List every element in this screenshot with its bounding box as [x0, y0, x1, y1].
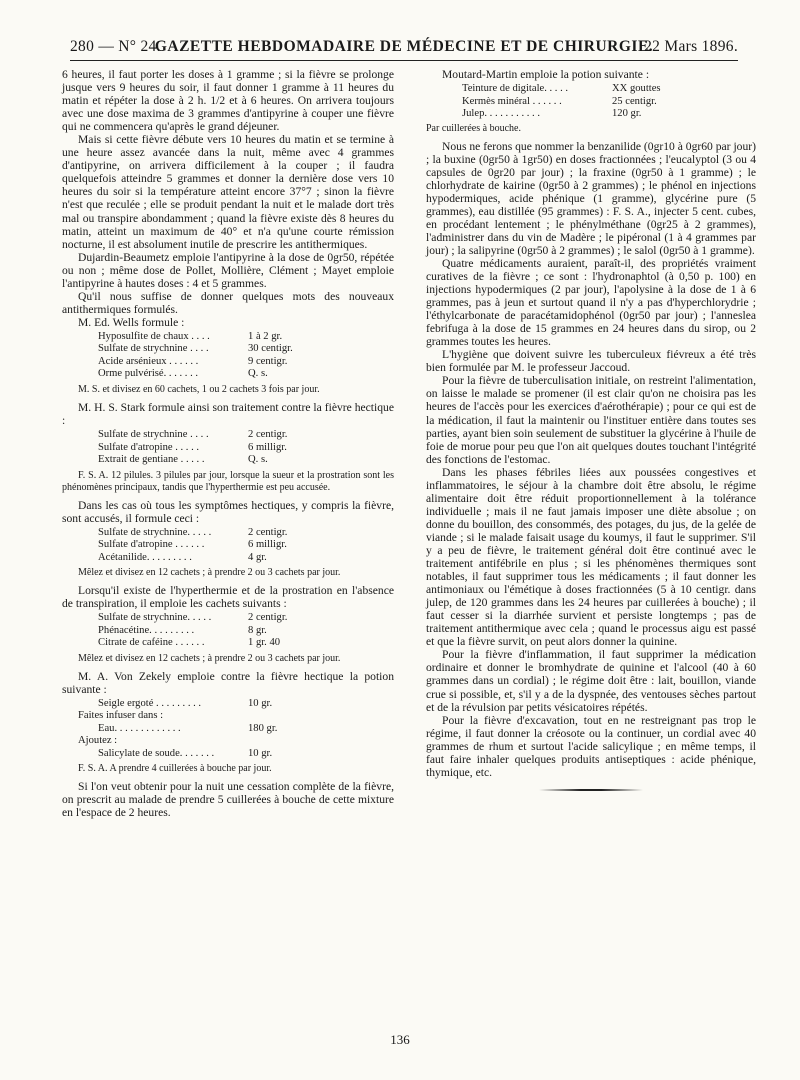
- ingredient: Kermès minéral . . . . . .: [462, 95, 562, 107]
- prescription-note: Par cuillerées à bouche.: [426, 122, 521, 134]
- journal-title: GAZETTE HEBDOMADAIRE DE MÉDECINE ET DE CHIRURGIE.: [154, 38, 654, 55]
- prescription-instruction: Faites infuser dans :: [78, 710, 164, 722]
- paragraph: Si l'on veut obtenir pour la nuit une cessation complète de la fièvre, on prescrit au malade de prendre 5 cuillerées à bouche de cette mixture en l'espace de 2 heures.: [62, 780, 394, 820]
- paragraph: Dans les phases fébriles liées aux poussées congestives et inflammatoires, le séjour à la chambre doit être absolu, le régime alimentaire doit être réduit proportionnellement à la tolérance individuelle ; mais il ne faut jamais imposer une diète absolue ; on donne du bouillon, des consommés, des potages, du jus, de la gelée de viande ; si le malade faisait usage du koumys, il faut le supprimer. S'il y a peu de fièvre, le traitement général doit être continué avec le traitement antifébrile en plus ; si les phénomènes thermiques sont notables, il faut supprimer tous les médicaments ; il faut donner les antimoniaux ou l'émétique à doses fractionnées (5 à 10 centigr. dans julep, de 120 grammes dans les 24 heures par cuillerées à bouche) ; il faut cesser si la diarrhée survient et persiste longtemps ; pas de traitement antithermique avec cela ; quand le processus aigu est passé et que la fièvre survit, on peut alors donner la quinine.: [426, 465, 756, 649]
- prescription-list: [98, 331, 394, 381]
- ingredient: Acétanilide. . . . . . . . .: [98, 551, 192, 563]
- paragraph: L'hygiène que doivent suivre les tuberculeux fiévreux a été très bien formulée par M. le professeur Jaccoud.: [426, 348, 756, 375]
- quantity: 2 centigr.: [248, 612, 288, 624]
- paragraph: M. Ed. Wells formule :: [78, 315, 185, 329]
- prescription-note: M. S. et divisez en 60 cachets, 1 ou 2 cachets 3 fois par jour.: [78, 383, 320, 395]
- prescription-note: Mêlez et divisez en 12 cachets ; à prendre 2 ou 3 cachets par jour.: [78, 567, 341, 579]
- prescription-list: [462, 83, 756, 121]
- quantity: 180 gr.: [248, 722, 278, 734]
- ingredient: Salicylate de soude. . . . . . .: [98, 747, 215, 759]
- quantity: 10 gr.: [248, 747, 273, 759]
- prescription-list: [98, 527, 394, 565]
- prescription-instruction: Ajoutez :: [78, 735, 118, 747]
- prescription-list: [98, 612, 394, 650]
- prescription-row: [98, 552, 394, 565]
- ingredient: Phénacétine. . . . . . . . .: [98, 624, 195, 636]
- running-header: [70, 36, 738, 61]
- paragraph: Moutard-Martin emploie la potion suivante :: [442, 68, 650, 81]
- paragraph: M. A. Von Zekely emploie contre la fièvre hectique la potion suivante :: [62, 669, 394, 696]
- quantity: 10 gr.: [248, 697, 273, 709]
- ingredient: Sulfate d'atropine . . . . .: [98, 441, 200, 453]
- prescription-row: [98, 637, 394, 650]
- ingredient: Citrate de caféine . . . . . .: [98, 637, 205, 649]
- issue-date: 22 Mars 1896.: [644, 38, 738, 55]
- paragraph: Pour la fièvre d'excavation, tout en ne restreignant pas trop le régime, il faut donner la créosote ou la continuer, un cordial avec 40 grammes de rhum et surtout l'acide salicylique ; en même temps, il faut faire inhaler quelques produits antiseptiques : acide phénique, thymique, etc.: [426, 713, 756, 779]
- prescription-row: [98, 442, 394, 455]
- quantity: 8 gr.: [248, 624, 267, 636]
- quantity: 2 centigr.: [248, 429, 288, 441]
- prescription-row: [98, 539, 394, 552]
- prescription-row: [98, 368, 394, 381]
- quantity: 25 centigr.: [612, 95, 657, 107]
- prescription-row: [98, 454, 394, 467]
- quantity: 1 gr. 40: [248, 637, 281, 649]
- quantity: 2 centigr.: [248, 526, 288, 538]
- quantity: 9 centigr.: [248, 355, 288, 367]
- prescription-row: [462, 108, 756, 121]
- prescription-row: [98, 625, 394, 638]
- prescription-row: [98, 748, 394, 761]
- prescription-row: [462, 96, 756, 109]
- quantity: 1 à 2 gr.: [248, 330, 283, 342]
- ingredient: Teinture de digitale. . . . .: [462, 83, 569, 95]
- end-ornament: [539, 789, 643, 791]
- quantity: 120 gr.: [612, 108, 642, 120]
- quantity: 4 gr.: [248, 551, 267, 563]
- prescription-row: [98, 527, 394, 540]
- prescription-note: F. S. A. A prendre 4 cuillerées à bouche par jour.: [78, 763, 272, 775]
- quantity: Q. s.: [248, 454, 268, 466]
- paragraph: 6 heures, il faut porter les doses à 1 gramme ; si la fièvre se prolonge jusque vers 9 heures du soir, il faut donner 1 gramme à 11 heures du matin et répéter la dose à 2 h. 1/2 et à 6 heures. On arrivera toujours avec une dose maxima de 3 grammes d'antipyrine à couper une fièvre qui ne commencera qu'après le grand déjeuner.: [62, 68, 394, 134]
- quantity: 30 centigr.: [248, 343, 293, 355]
- prescription-note: Mêlez et divisez en 12 cachets ; à prendre 2 ou 3 cachets par jour.: [78, 652, 341, 664]
- paragraph: Pour la fièvre de tuberculisation initiale, on restreint l'alimentation, on laisse le malade se promener (il est clair qu'on ne choisira pas les heures de l'accès pour les exercices d'aérothérapie) ; pour ce qui est de la médication, il faut la maintenir ou l'instituer entière dans toutes ses parties, ayant bien soin seulement de substituer la glycérine à l'huile de foie de morue pour peu que l'on ait quelques doutes touchant l'intégrité des fonctions de l'estomac.: [426, 374, 756, 466]
- ingredient: Sulfate de strychnine. . . . .: [98, 526, 212, 538]
- quantity: 6 milligr.: [248, 441, 287, 453]
- ingredient: Sulfate de strychnine . . . .: [98, 343, 209, 355]
- ingredient: Acide arsénieux . . . . . .: [98, 355, 199, 367]
- paragraph: Dans les cas où tous les symptômes hectiques, y compris la fièvre, sont accusés, il formule ceci :: [62, 498, 394, 525]
- ingredient: Hyposulfite de chaux . . . .: [98, 330, 210, 342]
- prescription-row: [98, 612, 394, 625]
- prescription-row: [98, 429, 394, 442]
- paragraph: Lorsqu'il existe de l'hyperthermie et de la prostration en l'absence de transpiration, il emploie les cachets suivants :: [62, 584, 394, 611]
- ingredient: Seigle ergoté . . . . . . . . .: [98, 697, 202, 709]
- ingredient: Extrait de gentiane . . . . .: [98, 454, 205, 466]
- paragraph: M. H. S. Stark formule ainsi son traitement contre la fièvre hectique :: [62, 400, 394, 427]
- right-column: [426, 68, 756, 791]
- prescription-note: F. S. A. 12 pilules. 3 pilules par jour, lorsque la sueur et la prostration sont les phénomènes principaux, tandis que l'hyperthermie est peu accusée.: [62, 469, 394, 493]
- prescription-row: [98, 698, 394, 711]
- ingredient: Sulfate d'atropine . . . . . .: [98, 539, 205, 551]
- page-issue: 280 — N° 24.: [70, 38, 161, 55]
- prescription-row: [98, 343, 394, 356]
- quantity: XX gouttes: [612, 83, 661, 95]
- prescription-list: [98, 429, 394, 467]
- paragraph: Pour la fièvre d'inflammation, il faut supprimer la médication ordinaire et donner le bromhydrate de quinine et l'alcool (40 à 60 grammes dans un cordial) ; le régime doit être : lait, bouillon, viande crue si possible, et, s'il y a de la dyspnée, des ventouses sèches partout et de la révulsion par petits vésicatoires répétés.: [426, 648, 756, 714]
- ingredient: Orme pulvérisé. . . . . . .: [98, 368, 199, 380]
- paragraph: Dujardin-Beaumetz emploie l'antipyrine à la dose de 0gr50, répétée ou non ; même dose de Pollet, Mollière, Clément ; Mayet emploie l'antipyrine à hautes doses : 4 et 5 grammes.: [62, 250, 394, 290]
- ingredient: Sulfate de strychnine. . . . .: [98, 612, 212, 624]
- paragraph: Nous ne ferons que nommer la benzanilide (0gr10 à 0gr60 par jour) ; la buxine (0gr50 à 1gr50) en doses fractionnées ; l'eucalyptol (3 ou 4 capsules de 0gr20 par jour) ; la fraxine (0gr50 à 1 gramme) ; le chlorhydrate de kairine (0gr50 à 2 grammes) ; le phénol en injections hypodermiques, acide phénique (1 gramme), glycérine pure (5 grammes), eau distillée (95 grammes) : F. S. A., injecter 5 cent. cubes, en procédant lentement ; le phénylméthane (0gr25 à 2 grammes), l'administrer dans du vin de Madère ; le pipéronal (1 à 4 grammes par jour) ; la salipyrine (0gr50 à 2 grammes) ; le salol (0gr50 à 1 gramme).: [426, 139, 756, 257]
- prescription-row: [462, 83, 756, 96]
- quantity: Q. s.: [248, 368, 268, 380]
- prescription-row: [98, 356, 394, 369]
- paragraph: Mais si cette fièvre débute vers 10 heures du matin et se termine à une heure assez avancée dans la nuit, même avec 4 grammes d'antipyrine, on arrivera difficilement à la couper ; il faudra quelquefois atteindre 5 grammes et donner la dernière dose vers 10 heures du soir si la température atteint encore 37°7 ; sinon la fièvre n'est que reculée ; elle se produit pendant la nuit et le malade dort très mal ou transpire abondamment ; quand la fièvre existe dès 8 heures du matin, atteint un maximum de 40° et n'a qu'une courte rémission nocturne, il est absolument inutile de prescrire les antithermiques.: [62, 133, 394, 251]
- paragraph: Quatre médicaments auraient, paraît-il, des propriétés vraiment curatives de la fièvre ; ce sont : l'hydronaphtol (à 0,50 p. 100) en injections hypodermiques (2 par jour), l'apolysine à la dose de 1 à 6 grammes, pas à jeun et surtout quand il n'y a pas d'hyperchlorydrie ; l'éthylcarbonate de paracétamidophénol (0gr50 par jour) ; l'anneslea febrifuga à la dose de 15 grammes en 24 heures dans du sirop, ou 2 grammes toutes les heures.: [426, 256, 756, 349]
- left-column: [62, 68, 394, 819]
- quantity: 6 milligr.: [248, 539, 287, 551]
- ingredient: Julep. . . . . . . . . . .: [462, 108, 540, 120]
- ingredient: Eau. . . . . . . . . . . . .: [98, 722, 181, 734]
- prescription-list: [78, 697, 394, 761]
- ingredient: Sulfate de strychnine . . . .: [98, 429, 209, 441]
- paragraph: Qu'il nous suffise de donner quelques mots des nouveaux antithermiques formulés.: [62, 289, 394, 316]
- page-number: 136: [390, 1032, 410, 1047]
- prescription-row: [98, 723, 394, 736]
- prescription-row: [98, 331, 394, 344]
